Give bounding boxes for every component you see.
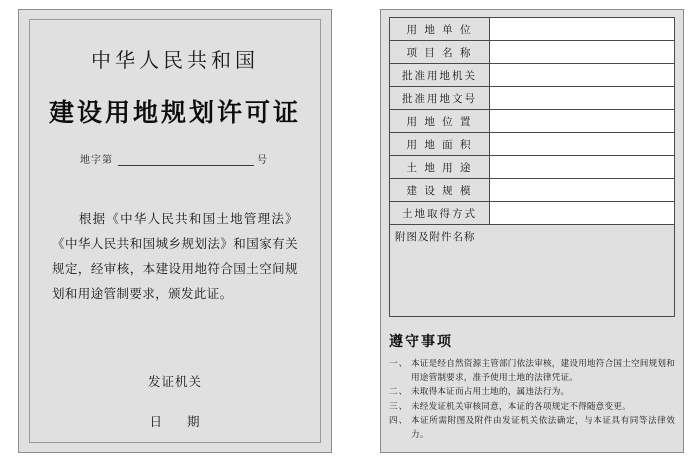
field-value-0[interactable] xyxy=(490,18,675,41)
form-inner xyxy=(389,17,675,445)
certificate-date-row xyxy=(30,412,320,430)
table-row xyxy=(390,179,675,202)
field-value-3[interactable] xyxy=(490,87,675,110)
field-label-1: 项 目 名 称 xyxy=(390,41,490,64)
form-right-panel xyxy=(380,9,684,453)
field-label-5: 用 地 面 积 xyxy=(390,133,490,156)
field-value-5[interactable] xyxy=(490,133,675,156)
rule-number-1: 二、 xyxy=(389,387,409,397)
field-value-2[interactable] xyxy=(490,64,675,87)
field-value-7[interactable] xyxy=(490,179,675,202)
field-label-3: 批准用地文号 xyxy=(390,87,490,110)
field-value-6[interactable] xyxy=(490,156,675,179)
field-label-8: 土地取得方式 xyxy=(390,202,490,225)
list-item xyxy=(389,358,675,385)
table-row xyxy=(390,18,675,41)
table-row xyxy=(390,41,675,64)
certificate-issuer-label: 发证机关 xyxy=(147,374,202,389)
field-label-7: 建 设 规 模 xyxy=(390,179,490,202)
field-value-4[interactable] xyxy=(490,110,675,133)
rules-title: 遵守事项 xyxy=(389,334,453,350)
rule-text-2: 未经发证机关审核同意，本证的各项规定不得随意变更。 xyxy=(411,401,631,412)
rule-number-0: 一、 xyxy=(389,359,409,369)
certificate-number-suffix: 号 xyxy=(257,155,268,166)
certificate-body-content: 根据《中华人民共和国土地管理法》《中华人民共和国城乡规划法》和国家有关规定，经审核，本建设用地符合国土空间规划和用途管制要求，颁发此证。 xyxy=(52,211,298,301)
certificate-inner-border xyxy=(29,19,321,443)
table-row xyxy=(390,64,675,87)
rule-text-1: 未取得本证而占用土地的，属违法行为。 xyxy=(411,387,570,397)
certificate-number-blank[interactable] xyxy=(118,154,254,166)
table-row xyxy=(390,156,675,179)
certificate-left-panel xyxy=(18,9,332,453)
rules-list xyxy=(389,358,675,442)
field-value-1[interactable] xyxy=(490,41,675,64)
certificate-nation-title: 中华人民共和国 xyxy=(91,48,259,72)
rules-section xyxy=(389,331,675,442)
rule-text-0: 本证是经自然资源主管部门依法审核，建设用地符合国土空间规划和用途管制要求，准予使用土地的法律凭证。 xyxy=(411,359,675,383)
table-row xyxy=(390,87,675,110)
field-value-8[interactable] xyxy=(490,202,675,225)
table-row xyxy=(390,110,675,133)
land-use-form-table xyxy=(389,17,675,225)
rule-number-3: 四、 xyxy=(389,416,409,426)
field-label-4: 用 地 位 置 xyxy=(390,110,490,133)
list-item xyxy=(389,401,675,415)
attachment-box[interactable] xyxy=(389,225,675,317)
attachment-label: 附图及附件名称 xyxy=(395,231,476,243)
certificate-period-label: 期 xyxy=(187,414,201,429)
table-row xyxy=(390,202,675,225)
rule-text-3: 本证所需附图及附件由发证机关依法确定，与本证具有同等法律效力。 xyxy=(411,416,675,440)
form-table-body xyxy=(390,18,675,225)
certificate-date-label: 日 xyxy=(149,414,163,429)
certificate-number-line xyxy=(30,151,320,166)
field-label-2: 批准用地机关 xyxy=(390,64,490,87)
list-item xyxy=(389,415,675,442)
certificate-number-label: 地字第 xyxy=(80,155,113,166)
certificate-body-text xyxy=(52,206,298,306)
certificate-main-title: 建设用地规划许可证 xyxy=(48,98,301,127)
rule-number-2: 三、 xyxy=(389,401,409,412)
field-label-6: 土 地 用 途 xyxy=(390,156,490,179)
field-label-0: 用 地 单 位 xyxy=(390,18,490,41)
table-row xyxy=(390,133,675,156)
list-item xyxy=(389,386,675,400)
